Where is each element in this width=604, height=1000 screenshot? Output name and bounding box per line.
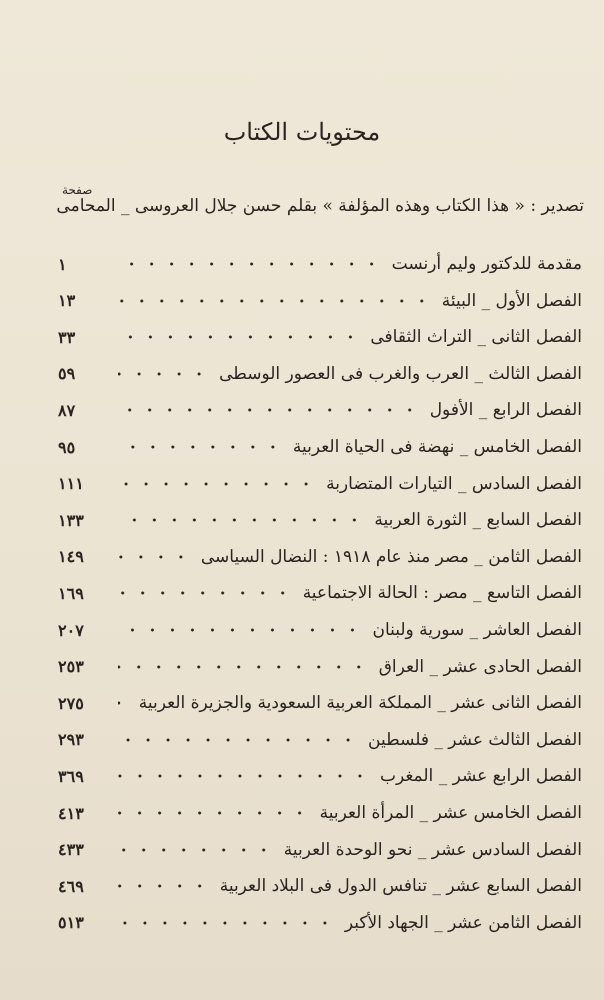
dot-leader <box>118 591 293 595</box>
toc-entry-page: ٢٧٥ <box>58 693 84 713</box>
toc-entry-label: الفصل السابع _ الثورة العربية <box>374 510 582 531</box>
toc-entry <box>58 869 582 903</box>
toc-entry-page: ١١١ <box>58 474 84 494</box>
dot-leader <box>118 408 420 412</box>
toc-entry <box>58 613 582 647</box>
toc-entry <box>58 686 582 720</box>
toc-entry-label: الفصل السادس عشر _ نحو الوحدة العربية <box>283 839 582 860</box>
dot-leader <box>118 884 210 888</box>
dot-leader <box>118 665 369 669</box>
toc-entry-page: ١٤٩ <box>58 547 84 567</box>
toc-entry-page: ٢٩٣ <box>58 730 84 750</box>
toc-entry-page: ٥١٣ <box>58 913 84 933</box>
dot-leader <box>118 555 191 559</box>
toc-entry-page: ١٦٩ <box>58 583 84 603</box>
toc-entry-page: ٨٧ <box>58 400 76 420</box>
toc-entry-label: الفصل السادس _ التيارات المتضاربة <box>326 473 582 494</box>
dot-leader <box>118 738 358 742</box>
dot-leader <box>118 628 362 632</box>
toc-entry-label: الفصل الثالث عشر _ فلسطين <box>368 729 582 750</box>
toc-entry-label: الفصل العاشر _ سورية ولبنان <box>372 620 582 640</box>
toc-entry-page: ٤٦٩ <box>58 876 84 896</box>
dot-leader <box>118 518 364 522</box>
toc-entry <box>58 503 582 537</box>
toc-entry-label: الفصل الخامس _ نهضة فى الحياة العربية <box>292 437 582 457</box>
dot-leader <box>118 921 335 925</box>
toc-entry <box>58 723 582 757</box>
toc-entry-label: الفصل الخامس عشر _ المرأة العربية <box>319 803 582 823</box>
toc-entry-page: ١ <box>58 254 67 274</box>
toc-entry <box>58 430 582 464</box>
toc-entry-label: الفصل الثانى _ التراث الثقافى <box>370 327 582 348</box>
dot-leader <box>118 299 432 303</box>
dot-leader <box>118 445 283 449</box>
toc-entry-page: ٤٣٣ <box>58 840 84 860</box>
toc-entry-label: الفصل الثامن عشر _ الجهاد الأكبر <box>344 912 582 933</box>
toc-entry-label: الفصل الحادى عشر _ العراق <box>378 656 582 677</box>
page-title: محتويات الكتاب <box>223 118 381 146</box>
dot-leader <box>118 774 370 778</box>
toc-entry-label: الفصل الأول _ البيئة <box>441 290 582 311</box>
toc-entry-label: الفصل السابع عشر _ تنافس الدول فى البلاد العربية <box>219 876 582 897</box>
dot-leader <box>118 848 274 852</box>
dot-leader <box>118 701 129 705</box>
toc-entry-label: الفصل الثامن _ مصر منذ عام ١٩١٨ : النضال السياسى <box>200 546 582 567</box>
toc-entry-label: الفصل التاسع _ مصر : الحالة الاجتماعية <box>302 583 582 604</box>
dot-leader <box>118 372 209 376</box>
toc-entry-label: الفصل الرابع _ الأفول <box>429 400 582 421</box>
toc-entry <box>58 833 582 867</box>
page-column-label: صفحة <box>62 183 93 197</box>
dot-leader <box>118 482 316 486</box>
toc-entry-page: ١٣٣ <box>58 510 84 530</box>
toc-entry-page: ٣٦٩ <box>58 766 84 786</box>
toc-entry-page: ٢٠٧ <box>58 620 84 640</box>
toc-entry <box>58 393 582 427</box>
toc-entry <box>58 759 582 793</box>
toc-entry-page: ٥٩ <box>58 364 76 384</box>
toc-entry <box>58 906 582 940</box>
toc-entry-label: الفصل الثالث _ العرب والغرب فى العصور الوسطى <box>219 363 582 384</box>
toc-entry-page: ٩٥ <box>58 437 76 457</box>
toc-entry-page: ٢٥٣ <box>58 657 84 677</box>
toc-entry-page: ٣٣ <box>58 327 76 347</box>
dot-leader <box>118 262 382 266</box>
toc-entry-label: مقدمة للدكتور وليم أرنست <box>391 254 582 274</box>
toc-entry-label: الفصل الرابع عشر _ المغرب <box>379 766 582 787</box>
toc-entry <box>58 540 582 574</box>
toc-entry <box>58 247 582 281</box>
toc-entry <box>58 320 582 354</box>
dot-leader <box>118 335 360 339</box>
dot-leader <box>118 811 310 815</box>
toc-entry-page: ١٣ <box>58 291 76 311</box>
toc-entry <box>58 284 582 318</box>
toc-entry-page: ٤١٣ <box>58 803 84 823</box>
toc-entry <box>58 576 582 610</box>
toc-entry-label: الفصل الثانى عشر _ المملكة العربية السعودية والجزيرة العربية <box>138 693 582 714</box>
toc-entry <box>58 650 582 684</box>
preface-line: تصدير : « هذا الكتاب وهذه المؤلفة » بقلم حسن جلال العروسى _ المحامى <box>56 196 584 216</box>
toc-entry <box>58 467 582 501</box>
toc-entry <box>58 357 582 391</box>
toc-entry <box>58 796 582 830</box>
